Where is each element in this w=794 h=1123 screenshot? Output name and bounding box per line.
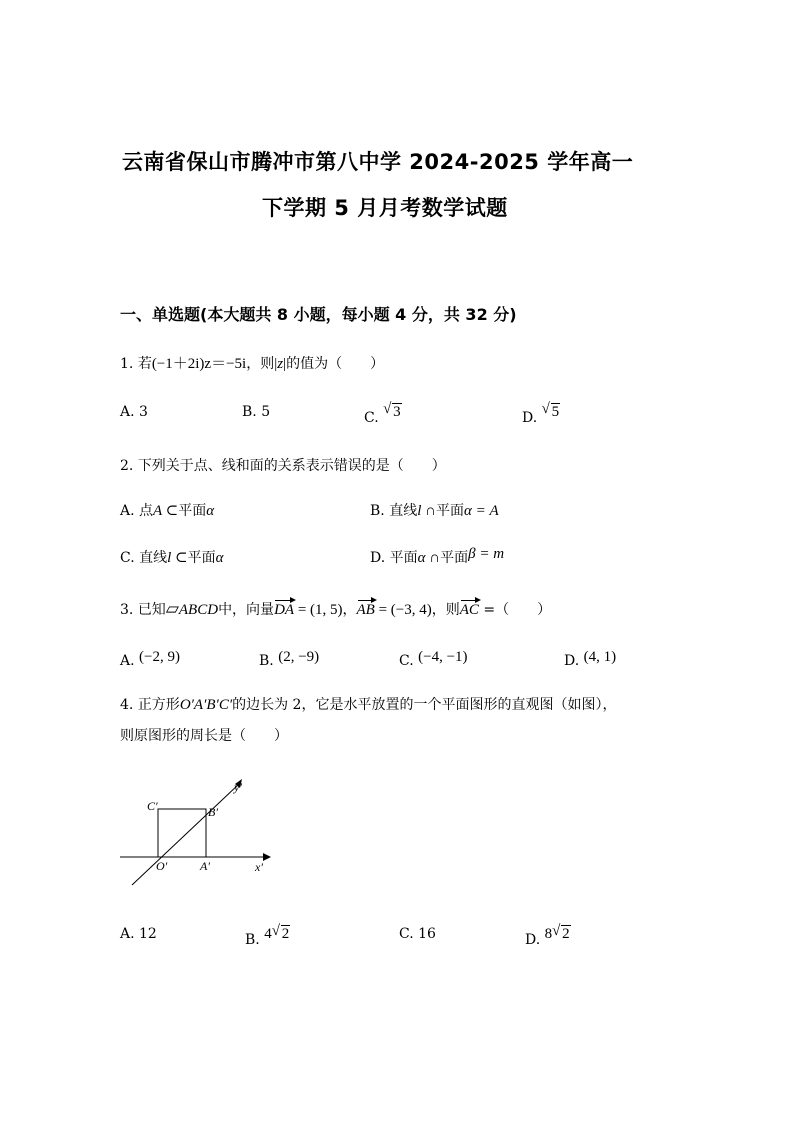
section-heading: 一、单选题(本大题共 8 小题，每小题 4 分，共 32 分) xyxy=(120,305,517,324)
sqrt-icon: √ 5 xyxy=(541,401,560,420)
question-3: 3. 已知▱ABCD中，向量DA = (1, 5)，AB = (−3, 4)，则AC =（ ） xyxy=(120,599,552,618)
q4-option-a[interactable]: A. 12 xyxy=(120,926,157,942)
label-x: x′ xyxy=(255,860,263,874)
q4-option-b[interactable]: B. 4 √ 2 xyxy=(245,923,290,948)
q1-equation: (−1＋2i)z＝−5i xyxy=(151,356,247,372)
sqrt-icon: √ 2 xyxy=(271,923,290,942)
title-line-2: 下学期 5 月月考数学试题 xyxy=(262,196,508,220)
q3-option-d[interactable]: D. (4, 1) xyxy=(564,649,617,669)
q2-option-b[interactable]: B. 直线l ∩平面α = A xyxy=(370,503,499,519)
q2-option-d[interactable]: D. 平面α ∩平面β = m xyxy=(370,546,505,566)
q2-stem: 下列关于点、线和面的关系表示错误的是（ ） xyxy=(137,458,446,474)
vector-da: DA xyxy=(274,602,295,618)
q1-option-c[interactable]: C. √ 3 xyxy=(364,401,401,426)
q1-suffix: 的值为（ ） xyxy=(286,356,385,372)
label-a: A′ xyxy=(200,859,210,873)
square xyxy=(158,809,206,857)
question-4-line-2: 则原图形的周长是（ ） xyxy=(120,728,288,744)
label-o: O′ xyxy=(156,859,168,873)
title-line-1: 云南省保山市腾冲市第八中学 2024-2025 学年高一 xyxy=(122,150,634,174)
q4-option-d[interactable]: D. 8 √ 2 xyxy=(525,923,570,948)
q2-option-c[interactable]: C. 直线l ⊂平面α xyxy=(120,550,224,566)
q2-option-a[interactable]: A. 点A ⊂平面α xyxy=(120,503,215,519)
q1-option-b[interactable]: B. 5 xyxy=(242,404,271,420)
question-4: 4. 正方形O′A′B′C′的边长为 2，它是水平放置的一个平面图形的直观图（如图）， xyxy=(120,697,617,713)
sqrt-icon: √ 3 xyxy=(383,401,401,420)
label-y: y′ xyxy=(234,780,242,794)
q3-option-b[interactable]: B. (2, −9) xyxy=(259,649,320,669)
question-1 xyxy=(120,352,384,373)
x-axis-arrow-icon xyxy=(263,853,271,861)
q3-option-a[interactable]: A. (−2, 9) xyxy=(120,649,180,669)
q1-option-d[interactable]: D. √ 5 xyxy=(522,401,560,426)
q1-middle: ，则 xyxy=(246,356,275,372)
q4-option-c[interactable]: C. 16 xyxy=(399,926,436,942)
label-c: C′ xyxy=(147,799,158,813)
q1-abs-z: |z| xyxy=(274,356,287,372)
question-2: 2. 下列关于点、线和面的关系表示错误的是（ ） xyxy=(120,458,446,474)
vector-ab: AB xyxy=(356,602,375,618)
label-b: B′ xyxy=(208,805,218,819)
q1-option-a[interactable]: A. 3 xyxy=(120,404,148,420)
q3-option-c[interactable]: C. (−4, −1) xyxy=(399,649,468,669)
q1-number: 1. xyxy=(120,356,134,372)
sqrt-icon: √ 2 xyxy=(552,923,570,942)
vector-ac: AC xyxy=(459,602,479,618)
parallelogram-icon: ▱ xyxy=(165,599,179,618)
q1-prefix: 若 xyxy=(137,356,152,372)
oblique-square-figure xyxy=(118,775,278,890)
